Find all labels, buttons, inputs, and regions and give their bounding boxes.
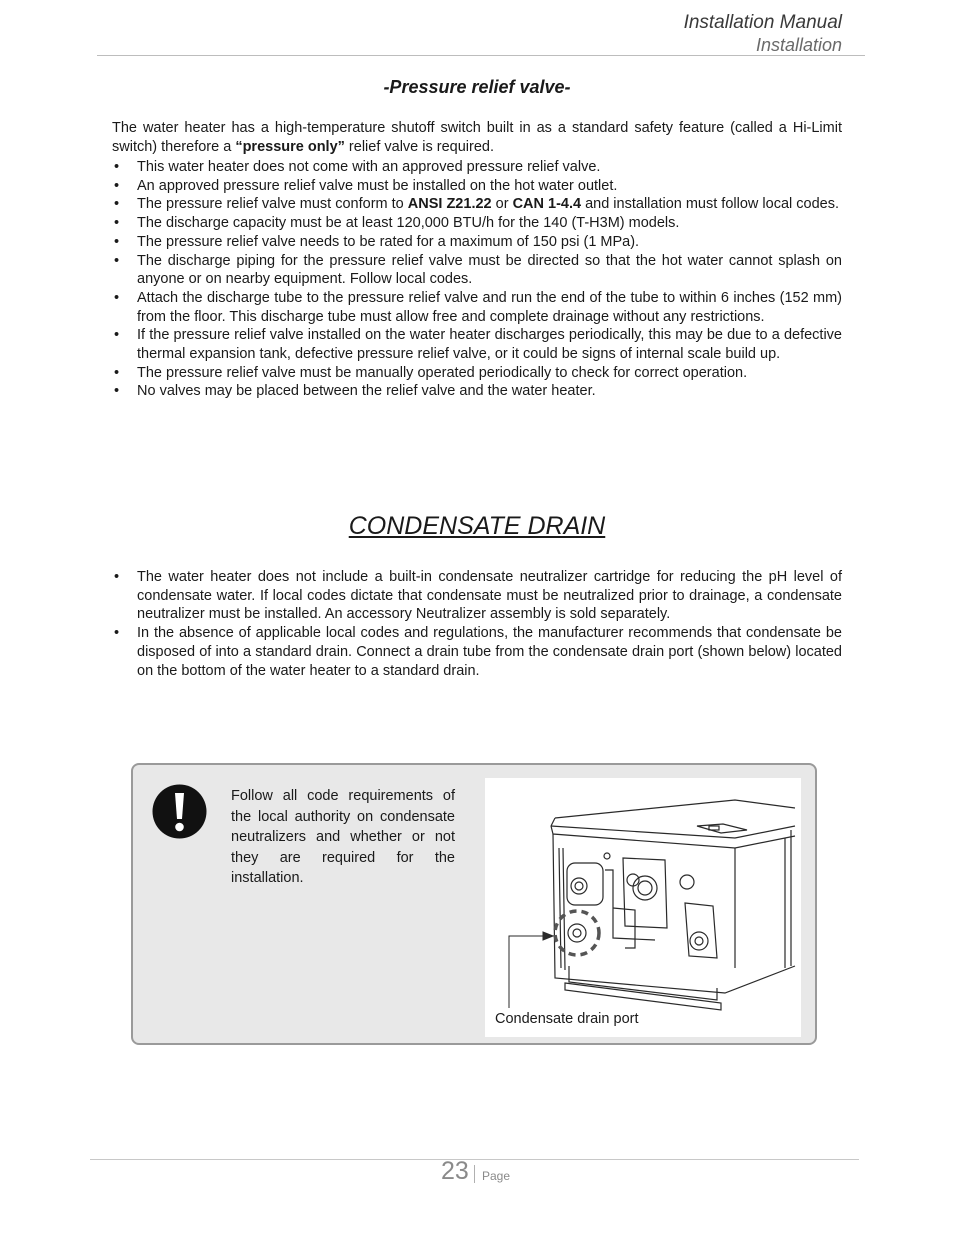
conform-text-start: The pressure relief valve must conform to [137,196,408,213]
notice-text: Follow all code requirements of the local authority on condensate neutralizers and whether or not they are required for the installation. [231,788,455,886]
pressure-relief-list [112,158,842,401]
bullet-icon: • [114,159,120,175]
list-item-text: This water heater does not come with an approved pressure relief valve. [137,159,601,175]
list-item-text: An approved pressure relief valve must be installed on the hot water outlet. [137,177,618,194]
list-item-text: The discharge capacity must be at least 120,000 BTU/h for the 140 (T-H3M) models. [137,215,680,232]
list-item-text: Attach the discharge tube to the pressure relief valve and run the end of the tube to within 6 inches (152 mm) from the floor. This discharge tube must allow free and complete drainage without any restrictions. [137,289,842,325]
conform-text-end: and installation must follow local codes. [581,196,839,213]
bullet-icon: • [114,233,120,250]
list-item [112,382,842,401]
list-item [112,289,842,326]
intro-text-start: The water heater has a high-temperature shutoff switch built in as a standard safety feature (called a Hi-Limit switch) therefore a [112,120,842,155]
pressure-relief-intro [112,119,842,157]
water-heater-bottom-illustration [485,778,801,1037]
page-label: Page [482,1169,511,1183]
list-item-text: The discharge piping for the pressure relief valve must be directed so that the hot water cannot splash on anyone or on nearby equipment. Follow local codes. [137,252,842,288]
list-item-text: The water heater does not include a built-in condensate neutralizer cartridge for reducing the pH level of condensate water. If local codes dictate that condensate must be neutralized prior to drainage, a condensate neutralizer must be installed. An accessory Neutralizer assembly is sold separately. [137,569,842,623]
list-item [112,158,842,177]
list-item-text: No valves may be placed between the relief valve and the water heater. [137,383,596,400]
figure-panel [485,778,801,1037]
list-item-text: The pressure relief valve must be manually operated periodically to check for correct operation. [137,364,748,381]
exclamation-icon [152,784,207,839]
bullet-icon: • [114,289,120,306]
header-title: Installation Manual [683,12,842,33]
bullet-icon: • [114,177,120,194]
footer-divider [90,1159,859,1160]
list-item [112,177,842,196]
list-item-text: The pressure relief valve needs to be rated for a maximum of 150 psi (1 MPa). [137,233,640,250]
page-separator [474,1165,475,1183]
header-divider [97,55,865,56]
bullet-icon: • [114,383,120,400]
figure-caption: Condensate drain port [495,1011,639,1027]
pressure-relief-title: -Pressure relief valve- [383,77,571,97]
bullet-icon: • [114,569,120,585]
list-item-text: In the absence of applicable local codes and regulations, the manufacturer recommends that condensate be disposed of into a standard drain. Connect a drain tube from the condensate drain port (shown below) located on the bottom of the water heater to a standard drain. [137,625,842,679]
list-item [112,326,842,363]
standard-ansi: ANSI Z21.22 [407,196,492,213]
list-item [112,195,842,214]
list-item [112,624,842,680]
list-item [112,252,842,289]
standard-can: CAN 1-4.4 [512,196,582,213]
bullet-icon: • [114,364,120,381]
list-item [112,214,842,233]
list-item-text [137,196,839,212]
bullet-icon: • [114,215,120,232]
list-item [112,364,842,383]
list-item [112,233,842,252]
bullet-icon: • [114,327,120,344]
bullet-icon: • [114,252,120,269]
condensate-list [112,568,842,680]
intro-text-end: relief valve is required. [344,139,494,155]
header-subtitle: Installation [755,35,842,55]
list-item [112,568,842,624]
list-item-text: If the pressure relief valve installed on the water heater discharges periodically, this may be due to a defective thermal expansion tank, defective pressure relief valve, or it could be signs of internal scale build up. [137,327,842,363]
conform-or: or [491,196,513,213]
condensate-drain-title: CONDENSATE DRAIN [348,512,606,540]
bullet-icon: • [114,196,120,213]
page-number: 23 [441,1157,469,1185]
intro-bold-text: “pressure only” [235,139,345,155]
bullet-icon: • [114,625,120,642]
